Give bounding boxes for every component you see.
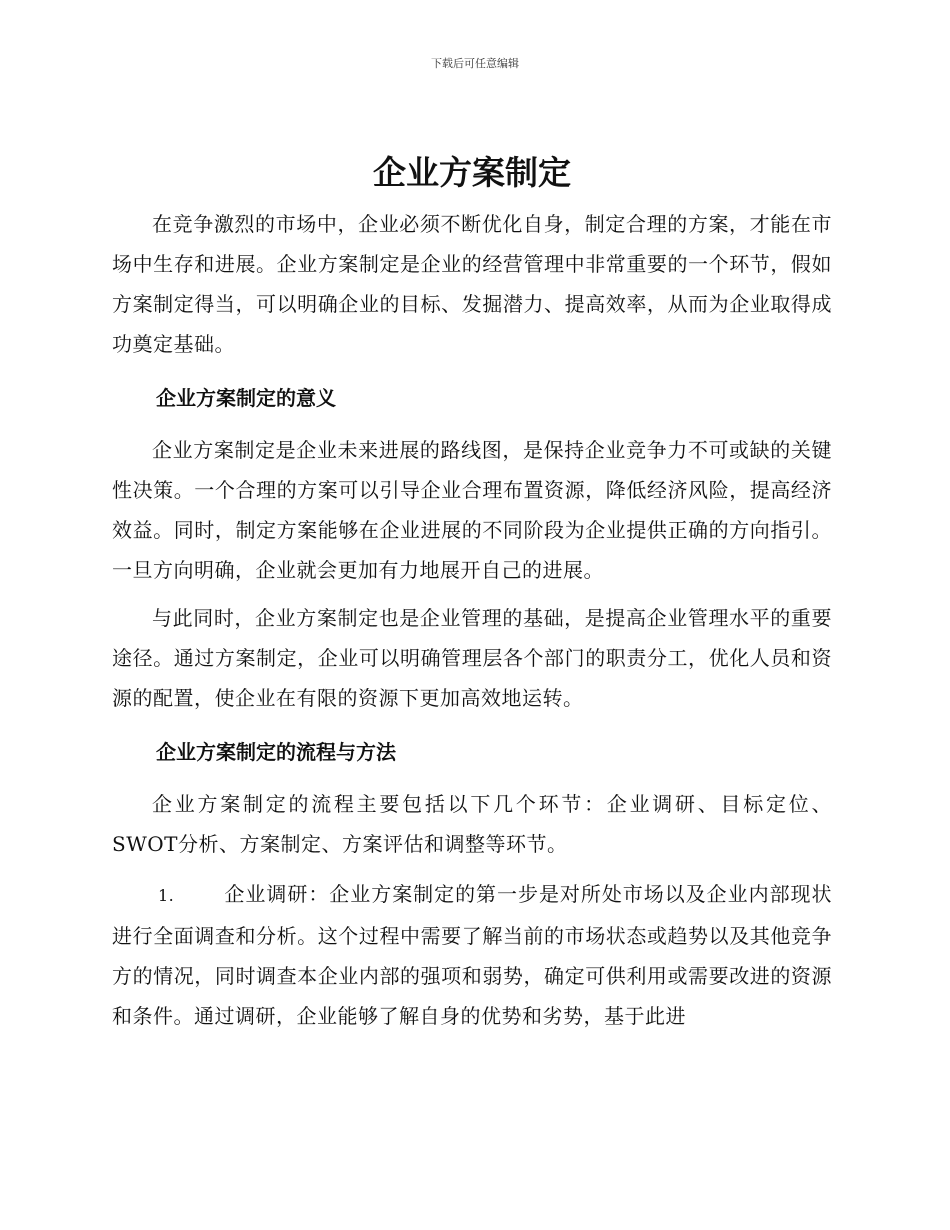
header-note: 下载后可任意编辑 <box>431 57 519 70</box>
section-heading-process: 企业方案制定的流程与方法 <box>156 740 396 764</box>
list-item-number: 1. <box>158 886 175 905</box>
significance-paragraph-2: 与此同时，企业方案制定也是企业管理的基础，是提高企业管理水平的重要途径。通过方案制定，企业可以明确管理层各个部门的职责分工，优化人员和资源的配置，使企业在有限的资源下更加高效地运转。 <box>112 606 832 710</box>
intro-paragraph: 在竞争激烈的市场中，企业必须不断优化自身，制定合理的方案，才能在市场中生存和进展。企业方案制定是企业的经营管理中非常重要的一个环节，假如方案制定得当，可以明确企业的目标、发掘潜力、提高效率，从而为企业取得成功奠定基础。 <box>112 212 832 356</box>
section-heading-significance: 企业方案制定的意义 <box>156 386 336 410</box>
process-paragraph-1: 企业方案制定的流程主要包括以下几个环节：企业调研、目标定位、SWOT分析、方案制定、方案评估和调整等环节。 <box>112 792 832 856</box>
list-item-text: 企业调研：企业方案制定的第一步是对所处市场以及企业内部现状进行全面调查和分析。这个过程中需要了解当前的市场状态或趋势以及其他竞争方的情况，同时调查本企业内部的强项和弱势，确定可供利用或需要改进的资源和条件。通过调研，企业能够了解自身的优势和劣势，基于此进 <box>112 882 832 1028</box>
list-item <box>112 874 832 1036</box>
document-body <box>112 148 832 1036</box>
document-title: 企业方案制定 <box>373 153 571 192</box>
significance-paragraph-1: 企业方案制定是企业未来进展的路线图，是保持企业竞争力不可或缺的关键性决策。一个合理的方案可以引导企业合理布置资源，降低经济风险，提高经济效益。同时，制定方案能够在企业进展的不同阶段为企业提供正确的方向指引。一旦方向明确，企业就会更加有力地展开自己的进展。 <box>112 438 832 582</box>
